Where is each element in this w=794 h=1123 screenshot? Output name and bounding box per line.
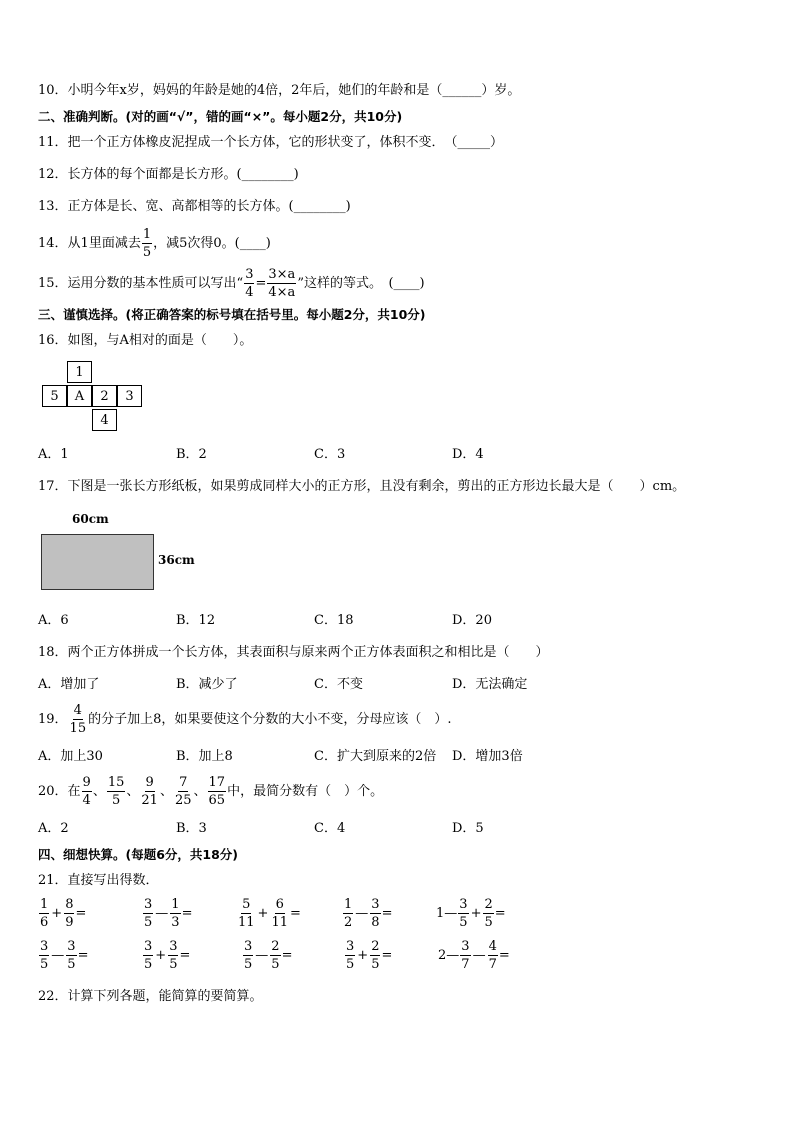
equals-sign: =: [181, 906, 193, 921]
net-face-2: 2: [92, 385, 117, 407]
q20-fraction-4: [174, 776, 193, 807]
denominator: 11: [238, 915, 255, 930]
denominator: 5: [271, 957, 280, 972]
equals-sign: =: [498, 948, 510, 963]
rectangle-label-width: 60cm: [72, 512, 109, 526]
question-10: 10．小明今年x岁，妈妈的年龄是她的4倍，2年后，她们的年龄和是（______）岁。: [38, 83, 521, 98]
calc-r1-2: [142, 898, 192, 929]
equals-sign: =: [77, 948, 89, 963]
q19-option-a: A．加上30: [38, 749, 103, 764]
numerator: 1: [142, 227, 152, 242]
cube-net-diagram: [42, 361, 152, 436]
q20-option-b: B．3: [176, 821, 207, 836]
q19-option-c: C．扩大到原来的2倍: [314, 749, 437, 764]
denominator: 6: [40, 915, 49, 930]
denominator: 5: [111, 793, 121, 808]
denominator: 5: [371, 957, 380, 972]
operator: —: [355, 906, 369, 921]
question-11: 11．把一个正方体橡皮泥捏成一个长方体，它的形状变了，体积不变． （_____）: [38, 135, 504, 150]
denominator: 5: [142, 245, 152, 260]
denominator: 5: [40, 957, 49, 972]
numerator: 3: [461, 939, 470, 954]
q20-fraction-5: [208, 776, 227, 807]
q18-option-b: B．减少了: [176, 677, 238, 692]
q20-text-post: 中，最简分数有（ ）个。: [227, 784, 384, 799]
q20-option-c: C．4: [314, 821, 346, 836]
denominator: 5: [459, 915, 468, 930]
separator: 、: [92, 784, 106, 799]
question-12: 12．长方体的每个面都是长方形。(________): [38, 167, 299, 182]
calc-r1-1: [38, 898, 86, 929]
separator: 、: [126, 784, 140, 799]
denominator: 4×a: [268, 285, 296, 300]
calc-r2-1: [38, 940, 88, 971]
operator: —: [51, 948, 65, 963]
q14-text-post: ，减5次得0。(____): [153, 236, 271, 251]
denominator: 5: [484, 915, 493, 930]
denominator: 11: [271, 915, 288, 930]
separator: 、: [193, 784, 207, 799]
numerator: 17: [208, 775, 226, 790]
denominator: 4: [82, 793, 91, 808]
denominator: 21: [141, 793, 158, 808]
numerator: 4: [73, 703, 82, 718]
numerator: 2: [271, 939, 280, 954]
numerator: 15: [107, 775, 125, 790]
net-face-3: 3: [117, 385, 142, 407]
leading-term: 2—: [438, 948, 460, 963]
question-17: 17．下图是一张长方形纸板，如果剪成同样大小的正方形，且没有剩余，剪出的正方形边长最大是（ ）cm。: [38, 479, 686, 494]
operator: —: [155, 906, 169, 921]
separator: 、: [159, 784, 173, 799]
net-face-1: 1: [67, 361, 92, 383]
q17-option-a: A．6: [38, 613, 69, 628]
equals-sign: =: [290, 906, 301, 921]
q19-fraction: [69, 704, 88, 735]
numerator: 3: [40, 939, 49, 954]
denominator: 4: [245, 285, 254, 300]
denominator: 5: [144, 957, 153, 972]
numerator: 3: [371, 897, 380, 912]
q17-option-c: C．18: [314, 613, 354, 628]
equals-sign: =: [255, 276, 267, 291]
q16-option-a: A．1: [38, 447, 69, 462]
equals-sign: =: [381, 948, 393, 963]
denominator: 5: [67, 957, 76, 972]
q19-text-post: 的分子加上8，如果要使这个分数的大小不变，分母应该（ ）.: [88, 712, 452, 727]
numerator: 1: [40, 897, 49, 912]
denominator: 65: [208, 793, 226, 808]
net-face-5: 5: [42, 385, 67, 407]
operator: —: [255, 948, 269, 963]
numerator: 3: [144, 939, 153, 954]
numerator: 3: [459, 897, 468, 912]
denominator: 5: [144, 915, 153, 930]
calc-r2-4: [344, 940, 392, 971]
q19-text-pre: 19．: [38, 712, 68, 727]
question-18: 18．两个正方体拼成一个长方体，其表面积与原来两个正方体表面积之和相比是（ ）: [38, 645, 549, 660]
question-21: 21．直接写出得数．: [38, 873, 159, 888]
section-2-heading: 二、准确判断。(对的画“√”，错的画“×”。每小题2分，共10分): [38, 109, 403, 124]
numerator: 9: [82, 775, 91, 790]
numerator: 3: [169, 939, 178, 954]
question-22: 22．计算下列各题，能简算的要简算。: [38, 989, 263, 1004]
question-13: 13．正方体是长、宽、高都相等的长方体。(________): [38, 199, 351, 214]
calc-r1-4: [342, 898, 392, 929]
equals-sign: =: [494, 906, 506, 921]
denominator: 7: [488, 957, 497, 972]
operator: —: [472, 948, 486, 963]
numerator: 4: [488, 939, 497, 954]
q15-fraction-left: [244, 268, 254, 299]
net-face-4: 4: [92, 409, 117, 431]
question-20: [38, 776, 383, 807]
numerator: 1: [171, 897, 180, 912]
q18-option-d: D．无法确定: [452, 677, 528, 692]
q20-fraction-1: [82, 776, 92, 807]
q20-fraction-3: [140, 776, 159, 807]
calc-r2-3: [242, 940, 292, 971]
calc-r2-2: [142, 940, 190, 971]
equals-sign: =: [381, 906, 393, 921]
q20-option-d: D．5: [452, 821, 484, 836]
numerator: 5: [242, 897, 251, 912]
question-14: [38, 228, 271, 259]
numerator: 6: [275, 897, 284, 912]
q20-fraction-2: [107, 776, 126, 807]
equals-sign: =: [281, 948, 293, 963]
q18-option-c: C．不变: [314, 677, 363, 692]
q17-option-d: D．20: [452, 613, 492, 628]
q15-text-post: ”这样的等式。 (____): [297, 276, 425, 291]
q16-option-d: D．4: [452, 447, 484, 462]
rectangle-label-height: 36cm: [158, 553, 195, 567]
denominator: 5: [169, 957, 178, 972]
denominator: 8: [371, 915, 380, 930]
q14-fraction: [142, 228, 152, 259]
section-3-heading: 三、谨慎选择。(将正确答案的标号填在括号里。每小题2分，共10分): [38, 307, 426, 322]
calc-r2-5: [438, 940, 510, 971]
denominator: 5: [244, 957, 253, 972]
operator: +: [470, 906, 482, 921]
equals-sign: =: [75, 906, 87, 921]
section-4-heading: 四、细想快算。(每题6分，共18分): [38, 847, 239, 862]
denominator: 9: [65, 915, 74, 930]
denominator: 2: [344, 915, 353, 930]
numerator: 3×a: [268, 267, 296, 282]
gray-rectangle: [41, 534, 154, 590]
numerator: 1: [344, 897, 353, 912]
denominator: 3: [171, 915, 180, 930]
numerator: 3: [67, 939, 76, 954]
q15-fraction-right: [267, 268, 296, 299]
denominator: 15: [69, 721, 87, 736]
operator: +: [357, 948, 369, 963]
calc-r1-3: [236, 898, 301, 929]
q16-option-b: B．2: [176, 447, 207, 462]
q14-text-pre: 14．从1里面减去: [38, 236, 141, 251]
denominator: 5: [346, 957, 355, 972]
numerator: 2: [371, 939, 380, 954]
numerator: 9: [145, 775, 154, 790]
question-16: 16．如图，与A相对的面是（ ）。: [38, 333, 253, 348]
leading-term: 1—: [436, 906, 458, 921]
operator: +: [257, 906, 269, 921]
equals-sign: =: [179, 948, 191, 963]
question-15: [38, 268, 425, 299]
numerator: 3: [346, 939, 355, 954]
q19-option-d: D．增加3倍: [452, 749, 523, 764]
q20-option-a: A．2: [38, 821, 69, 836]
operator: +: [51, 906, 63, 921]
q17-option-b: B．12: [176, 613, 216, 628]
calc-r1-5: [436, 898, 506, 929]
numerator: 3: [144, 897, 153, 912]
q18-option-a: A．增加了: [38, 677, 100, 692]
numerator: 8: [65, 897, 74, 912]
numerator: 3: [244, 939, 253, 954]
denominator: 25: [174, 793, 192, 808]
q16-option-c: C．3: [314, 447, 346, 462]
q19-option-b: B．加上8: [176, 749, 233, 764]
numerator: 3: [245, 267, 254, 282]
numerator: 7: [179, 775, 188, 790]
q15-text-pre: 15．运用分数的基本性质可以写出“: [38, 276, 244, 291]
denominator: 7: [461, 957, 470, 972]
question-19: [38, 704, 452, 735]
operator: +: [155, 948, 167, 963]
q20-text-pre: 20．在: [38, 784, 81, 799]
numerator: 2: [484, 897, 493, 912]
net-face-a: A: [67, 385, 92, 407]
